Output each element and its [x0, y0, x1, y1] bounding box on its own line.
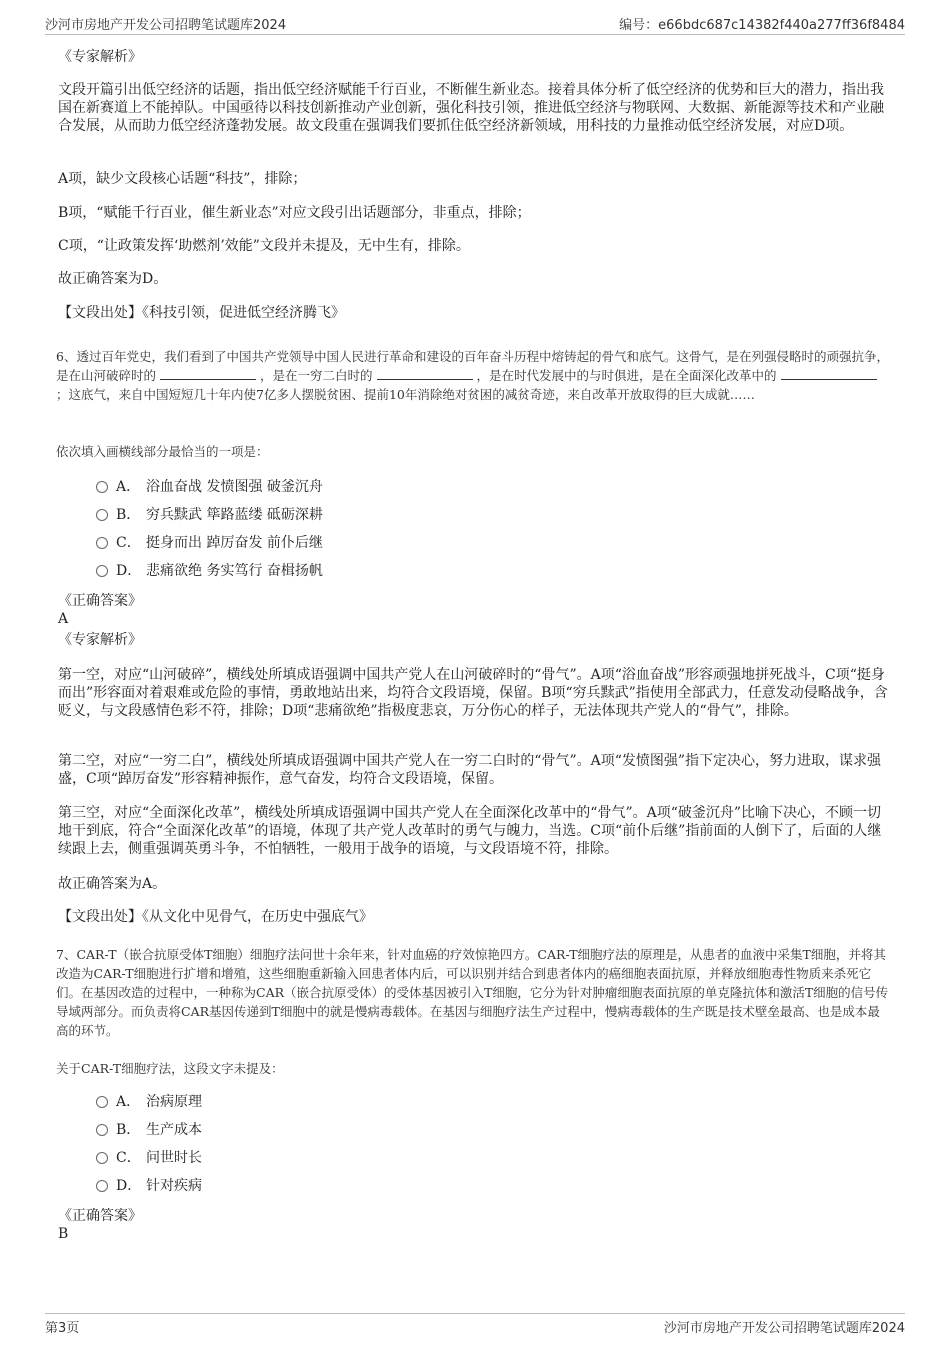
radio-icon[interactable] [96, 1096, 108, 1108]
radio-icon[interactable] [96, 509, 108, 521]
q5-answer-statement: 故正确答案为D。 [58, 271, 168, 287]
q6-analysis-para2: 第二空，对应“一穷二白”，横线处所填成语强调中国共产党人在一穷二白时的“骨气”。A项“发愤图强”指下定决心，努力进取，谋求强盛，C项“踔厉奋发”形容精神振作，意气奋发，均符合文段语境，保留。 [58, 753, 882, 787]
page-number: 第3页 [45, 1321, 80, 1336]
document-code: 编号：e66bdc687c14382f440a277ff36f8484 [619, 18, 905, 33]
q6-analysis-para1: 第一空，对应“山河破碎”，横线处所填成语强调中国共产党人在山河破碎时的“骨气”。A项“浴血奋战”形容顽强地拼死战斗，C项“挺身而出”形容面对着艰难或危险的事情，勇敢地站出来，均符合文段语境，保留。B项“穷兵黩武”指使用全部武力，任意发动侵略战争，含贬义，与文段感情色彩不符，排除；D项“悲痛欲绝”指极度悲哀，万分伤心的样子，无法体现共产党人的“骨气”，排除。 [58, 667, 888, 719]
q6-analysis-para3: 第三空，对应“全面深化改革”，横线处所填成语强调中国共产党人在全面深化改革中的“骨气”。A项“破釜沉舟”比喻下决心，不顾一切地干到底，符合“全面深化改革”的语境，体现了共产党人改革时的勇气与魄力，当选。C项“前仆后继”指前面的人倒下了，后面的人继续跟上去，侧重强调英勇斗争，不怕牺牲，一般用于战争的语境，与文段语境不符，排除。 [58, 805, 882, 857]
radio-icon[interactable] [96, 1124, 108, 1136]
q6-answer-statement: 故正确答案为A。 [58, 876, 167, 892]
q6-option-a[interactable]: A． 浴血奋战 发愤图强 破釜沉舟 [96, 477, 323, 497]
q5-analysis-para2: A项，缺少文段核心话题“科技”，排除； [58, 171, 307, 187]
q7-answer-label: 《正确答案》 [58, 1208, 142, 1224]
q6-analysis-label: 《专家解析》 [58, 632, 142, 648]
radio-icon[interactable] [96, 537, 108, 549]
q6-option-c[interactable]: C． 挺身而出 踔厉奋发 前仆后继 [96, 533, 323, 553]
blank-2 [377, 367, 473, 380]
q7-option-c[interactable]: C． 问世时长 [96, 1148, 202, 1168]
q5-analysis-para3: B项，“赋能千行百业，催生新业态”对应文段引出话题部分，非重点，排除； [58, 205, 531, 221]
q6-answer-label: 《正确答案》 [58, 593, 142, 609]
q5-source: 【文段出处】《科技引领，促进低空经济腾飞》 [58, 305, 345, 321]
q6-option-b[interactable]: B． 穷兵黩武 筚路蓝缕 砥砺深耕 [96, 505, 323, 525]
q7-answer: B [58, 1226, 69, 1242]
q7-option-a[interactable]: A． 治病原理 [96, 1092, 202, 1112]
q7-prompt: 关于CAR-T细胞疗法，这段文字未提及： [56, 1061, 284, 1076]
q5-analysis-label: 《专家解析》 [58, 49, 142, 65]
blank-3 [781, 367, 877, 380]
blank-1 [160, 367, 256, 380]
q6-stem: 6、透过百年党史，我们看到了中国共产党领导中国人民进行革命和建设的百年奋斗历程中熔铸起的骨气和底气。这骨气，是在列强侵略时的顽强抗争，是在山河破碎时的 ，是在一穷二白时的 ，是在时代发展中的与时俱进，是在全面深化改革中的；这底气，来自中国短短几十年内使7亿多人摆脱贫困、提前10年消除绝对贫困的减贫奇迹，来自改革开放取得的巨大成就…… [56, 349, 889, 402]
q6-answer: A [58, 611, 69, 627]
radio-icon[interactable] [96, 1180, 108, 1192]
q5-analysis-para1: 文段开篇引出低空经济的话题，指出低空经济赋能千行百业，不断催生新业态。接着具体分析了低空经济的优势和巨大的潜力，指出我国在新赛道上不能掉队。中国亟待以科技创新推动产业创新，强化科技引领，推进低空经济与物联网、大数据、新能源等技术和产业融合发展，从而助力低空经济蓬勃发展。故文段重在强调我们要抓住低空经济新领域，用科技的力量推动低空经济发展，对应D项。 [58, 82, 884, 134]
q6-prompt: 依次填入画横线部分最恰当的一项是： [56, 444, 269, 459]
q7-option-d[interactable]: D． 针对疾病 [96, 1176, 202, 1196]
page-footer [45, 1313, 905, 1338]
radio-icon[interactable] [96, 565, 108, 577]
q6-source: 【文段出处】《从文化中见骨气，在历史中强底气》 [58, 909, 373, 925]
page-header [45, 10, 905, 35]
header-title: 沙河市房地产开发公司招聘笔试题库2024 [45, 18, 287, 33]
q7-option-b[interactable]: B． 生产成本 [96, 1120, 202, 1140]
footer-title: 沙河市房地产开发公司招聘笔试题库2024 [663, 1321, 905, 1336]
q5-analysis-para4: C项，“让政策发挥‘助燃剂’效能”文段并未提及，无中生有，排除。 [58, 238, 470, 254]
q6-option-d[interactable]: D． 悲痛欲绝 务实笃行 奋楫扬帆 [96, 561, 323, 581]
radio-icon[interactable] [96, 1152, 108, 1164]
q7-stem: 7、CAR-T（嵌合抗原受体T细胞）细胞疗法问世十余年来，针对血癌的疗效惊艳四方。CAR-T细胞疗法的原理是，从患者的血液中采集T细胞，并将其改造为CAR-T细胞进行扩增和增殖，这些细胞重新输入回患者体内后，可以识别并结合到患者体内的癌细胞表面抗原，并释放细胞毒性物质来杀死它们。在基因改造的过程中，一种称为CAR（嵌合抗原受体）的受体基因被引入T细胞，它分为针对肿瘤细胞表面抗原的单克隆抗体和激活T细胞的信号传导域两部分。而负责将CAR基因传递到T细胞中的就是慢病毒载体。在基因与细胞疗法生产过程中，慢病毒载体的生产既是技术壁垒最高、也是成本最高的环节。 [56, 947, 889, 1038]
radio-icon[interactable] [96, 481, 108, 493]
